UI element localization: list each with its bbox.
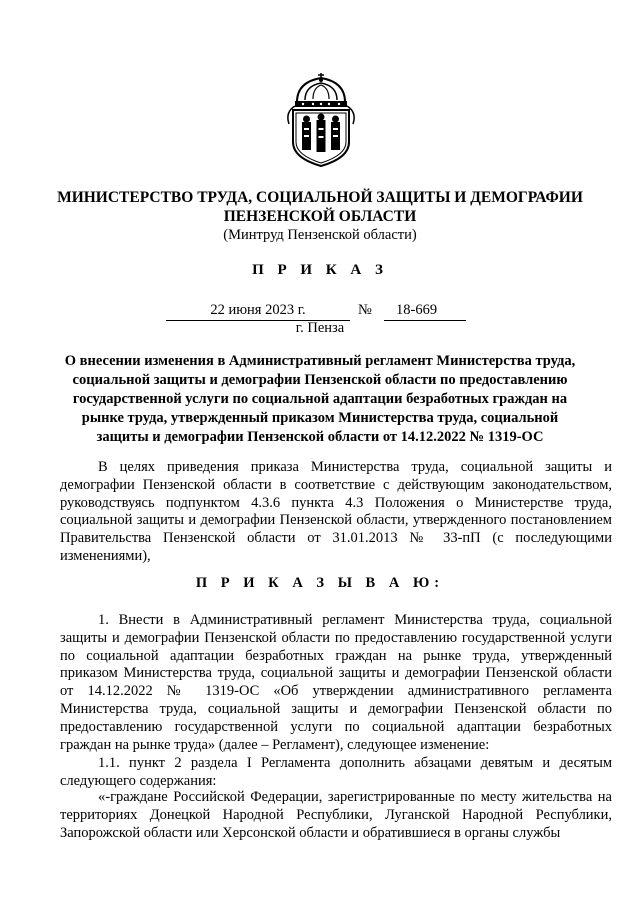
city: г. Пенза <box>295 320 345 336</box>
coat-of-arms-icon <box>283 72 359 168</box>
ministry-name: МИНИСТЕРСТВО ТРУДА, СОЦИАЛЬНОЙ ЗАЩИТЫ И ДЕМОГРАФИИ ПЕНЗЕНСКОЙ ОБЛАСТИ <box>57 189 583 225</box>
document-type: П Р И К А З <box>252 262 388 278</box>
order-number: 18-669 <box>384 302 466 321</box>
item-1-paragraph: 1. Внести в Административный регламент Министерства труда, социальной защиты и демографии Пензенской области по предоставлению государственной услуги по социальной адаптации безработных граждан на рынке труда, утвержденный приказом Министерства труда, социальной защиты и демографии Пензенской области от 14.12.2022 № 1319-ОС «Об утверждении административного регламента Министерства труда, социальной защиты и демографии Пензенской области по предоставлению государственной услуги по социальной адаптации безработных граждан на рынке труда» (далее – Регламент), следующее изменение: <box>60 612 612 753</box>
order-date: 22 июня 2023 г. <box>166 302 350 321</box>
number-label: № <box>358 302 372 318</box>
order-word: П Р И К А З Ы В А Ю: <box>195 575 445 591</box>
order-title: О внесении изменения в Административный регламент Министерства труда, социальной защиты и демографии Пензенской области по предоставлению государственной услуги по социальной адаптации безработных граждан на рынке труда, утвержденный приказом Министерства труда, социальной защиты и демографии Пензенской области от 14.12.2022 № 1319-ОС <box>64 353 576 445</box>
item-1-1-paragraph: 1.1. пункт 2 раздела I Регламента дополнить абзацами девятым и десятым следующего содержания: <box>60 755 612 789</box>
ministry-short-name: (Минтруд Пензенской области) <box>223 227 417 243</box>
preamble-paragraph: В целях приведения приказа Министерства труда, социальной защиты и демографии Пензенской области в соответствие с действующим законодательством, руководствуясь подпунктом 4.3.6 пункта 4.3 Положения о Министерстве труда, социальной защиты и демографии Пензенской области, утвержденного постановлением Правительства Пензенской области от 31.01.2013 № 33-пП (с последующими изменениями), <box>60 459 612 564</box>
quote-paragraph: «-граждане Российской Федерации, зарегистрированные по месту жительства на территориях Донецкой Народной Республики, Луганской Народной Республики, Запорожской области или Херсонской области и обратившиеся в органы службы <box>60 789 612 841</box>
